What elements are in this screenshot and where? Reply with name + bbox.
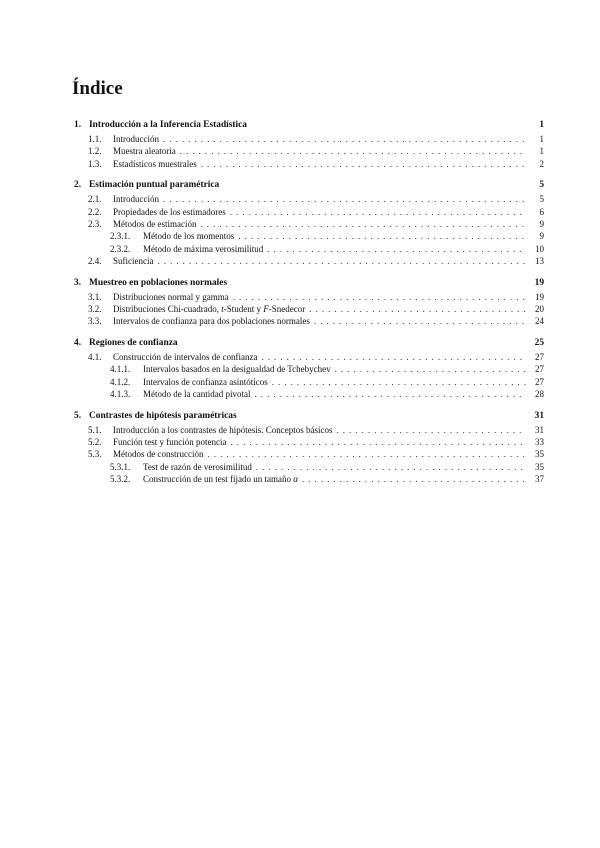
section-title: Muestra aleatoria bbox=[113, 146, 176, 157]
toc-chapter-entry[interactable] bbox=[74, 277, 544, 290]
dot-leader bbox=[335, 363, 526, 375]
section-page-number: 27 bbox=[535, 364, 544, 375]
section-page-number: 28 bbox=[535, 388, 544, 399]
chapter-number: 5. bbox=[74, 410, 82, 421]
dot-leader bbox=[230, 206, 526, 218]
section-number: 1.3. bbox=[88, 158, 102, 169]
section-title: Introducción a los contrastes de hipótesis. Conceptos básicos bbox=[113, 424, 333, 435]
section-title: Intervalos de confianza para dos poblaciones normales bbox=[113, 316, 310, 327]
section-page-number: 9 bbox=[539, 231, 544, 242]
toc-chapter bbox=[74, 119, 544, 170]
toc-subsection-entry[interactable] bbox=[74, 376, 544, 388]
section-page-number: 31 bbox=[535, 424, 544, 435]
section-number: 5.3.1. bbox=[110, 461, 131, 472]
section-page-number: 35 bbox=[535, 461, 544, 472]
toc-section-entry[interactable] bbox=[74, 448, 544, 460]
dot-leader bbox=[180, 145, 526, 157]
section-page-number: 5 bbox=[539, 194, 544, 205]
toc-section-entry[interactable] bbox=[74, 424, 544, 436]
toc-subsection-entry[interactable] bbox=[74, 230, 544, 242]
toc-subsection-entry[interactable] bbox=[74, 461, 544, 473]
section-title: Estadísticos muestrales bbox=[113, 158, 197, 169]
section-page-number: 33 bbox=[535, 437, 544, 448]
dot-leader bbox=[314, 315, 526, 327]
dot-leader bbox=[309, 303, 526, 315]
section-number: 2.3.2. bbox=[110, 243, 131, 254]
dot-leader bbox=[200, 218, 526, 230]
toc-subsection-entry[interactable] bbox=[74, 473, 544, 485]
toc-section-entry[interactable] bbox=[74, 351, 544, 363]
section-number: 3.3. bbox=[88, 316, 102, 327]
section-page-number: 24 bbox=[535, 316, 544, 327]
toc-section-entry[interactable] bbox=[74, 291, 544, 303]
section-page-number: 6 bbox=[539, 206, 544, 217]
section-title: Construcción de un test fijado un tamaño α bbox=[143, 473, 298, 484]
section-number: 1.1. bbox=[88, 134, 102, 144]
section-number: 1.2. bbox=[88, 146, 102, 157]
dot-leader bbox=[272, 376, 526, 388]
chapter-title: Regiones de confianza bbox=[89, 338, 178, 349]
dot-leader bbox=[256, 461, 526, 473]
section-page-number: 1 bbox=[539, 146, 544, 157]
section-title: Intervalos de confianza asintóticos bbox=[143, 376, 268, 387]
section-title: Método de los momentos bbox=[143, 231, 235, 242]
section-page-number: 27 bbox=[535, 376, 544, 387]
toc-section-entry[interactable] bbox=[74, 145, 544, 157]
dot-leader bbox=[238, 230, 526, 242]
section-title: Distribuciones normal y gamma bbox=[113, 291, 229, 302]
section-number: 4.1.1. bbox=[110, 364, 131, 375]
chapter-title: Estimación puntual paramétrica bbox=[89, 180, 220, 191]
dot-leader bbox=[233, 291, 526, 303]
section-page-number: 10 bbox=[535, 243, 544, 254]
table-of-contents bbox=[74, 119, 544, 495]
toc-subsection-entry[interactable] bbox=[74, 243, 544, 255]
chapter-number: 3. bbox=[74, 277, 82, 288]
chapter-page-number: 19 bbox=[534, 277, 544, 288]
toc-section-entry[interactable] bbox=[74, 193, 544, 205]
toc-section-entry[interactable] bbox=[74, 133, 544, 145]
toc-chapter bbox=[74, 277, 544, 328]
dot-leader bbox=[201, 158, 526, 170]
section-title: Suficiencia bbox=[113, 255, 154, 266]
chapter-number: 1. bbox=[74, 120, 82, 130]
toc-chapter-entry[interactable] bbox=[74, 337, 544, 350]
section-page-number: 20 bbox=[535, 303, 544, 314]
section-page-number: 27 bbox=[535, 352, 544, 363]
section-title: Test de razón de verosimilitud bbox=[143, 461, 252, 472]
section-number: 5.1. bbox=[88, 424, 102, 435]
dot-leader bbox=[302, 473, 526, 485]
section-title: Propiedades de los estimadores bbox=[113, 206, 226, 217]
toc-section-entry[interactable] bbox=[74, 218, 544, 230]
chapter-page-number: 1 bbox=[539, 120, 544, 130]
toc-chapter-entry[interactable] bbox=[74, 410, 544, 423]
chapter-page-number: 25 bbox=[534, 338, 544, 349]
section-title: Introducción bbox=[113, 134, 159, 144]
dot-leader bbox=[163, 133, 526, 145]
section-page-number: 1 bbox=[539, 134, 544, 144]
dot-leader bbox=[230, 436, 526, 448]
section-number: 5.3. bbox=[88, 449, 102, 460]
dot-leader bbox=[261, 351, 526, 363]
section-number: 5.2. bbox=[88, 437, 102, 448]
section-title: Función test y función potencia bbox=[113, 437, 227, 448]
chapter-page-number: 31 bbox=[534, 410, 544, 421]
toc-chapter bbox=[74, 337, 544, 400]
dot-leader bbox=[157, 255, 526, 267]
toc-section-entry[interactable] bbox=[74, 255, 544, 267]
section-number: 2.1. bbox=[88, 194, 102, 205]
section-number: 2.3.1. bbox=[110, 231, 131, 242]
section-number: 3.2. bbox=[88, 303, 102, 314]
dot-leader bbox=[336, 424, 526, 436]
toc-subsection-entry[interactable] bbox=[74, 388, 544, 400]
section-number: 4.1.2. bbox=[110, 376, 131, 387]
chapter-title: Muestreo en poblaciones normales bbox=[89, 277, 228, 288]
section-page-number: 9 bbox=[539, 218, 544, 229]
toc-section-entry[interactable] bbox=[74, 303, 544, 315]
toc-chapter-entry[interactable] bbox=[74, 119, 544, 132]
toc-section-entry[interactable] bbox=[74, 436, 544, 448]
toc-section-entry[interactable] bbox=[74, 315, 544, 327]
section-page-number: 2 bbox=[539, 158, 544, 169]
chapter-title: Contrastes de hipótesis paramétricas bbox=[89, 410, 237, 421]
section-page-number: 19 bbox=[535, 291, 544, 302]
dot-leader bbox=[207, 448, 526, 460]
section-number: 2.2. bbox=[88, 206, 102, 217]
section-page-number: 13 bbox=[535, 255, 544, 266]
toc-chapter bbox=[74, 410, 544, 485]
toc-subsection-entry[interactable] bbox=[74, 363, 544, 375]
section-title: Método de la cantidad pivotal bbox=[143, 388, 251, 399]
section-number: 3.1. bbox=[88, 291, 102, 302]
section-number: 5.3.2. bbox=[110, 473, 131, 484]
section-number: 4.1.3. bbox=[110, 388, 131, 399]
toc-section-entry[interactable] bbox=[74, 206, 544, 218]
toc-chapter-entry[interactable] bbox=[74, 179, 544, 192]
section-page-number: 37 bbox=[535, 473, 544, 484]
section-number: 4.1. bbox=[88, 352, 102, 363]
section-title: Métodos de estimación bbox=[113, 218, 197, 229]
section-title: Método de máxima verosimilitud bbox=[143, 243, 264, 254]
chapter-number: 2. bbox=[74, 180, 82, 191]
section-title: Distribuciones Chi-cuadrado, t-Student y F-Snedecor bbox=[113, 303, 306, 314]
section-title: Construcción de intervalos de confianza bbox=[113, 352, 258, 363]
toc-section-entry[interactable] bbox=[74, 158, 544, 170]
dot-leader bbox=[267, 243, 526, 255]
section-number: 2.4. bbox=[88, 255, 102, 266]
section-number: 2.3. bbox=[88, 218, 102, 229]
dot-leader bbox=[254, 388, 526, 400]
dot-leader bbox=[163, 193, 526, 205]
page-title: Índice bbox=[72, 78, 123, 99]
chapter-number: 4. bbox=[74, 338, 82, 349]
section-page-number: 35 bbox=[535, 449, 544, 460]
section-title: Métodos de construcción bbox=[113, 449, 204, 460]
toc-chapter bbox=[74, 179, 544, 267]
chapter-title: Introducción a la Inferencia Estadística bbox=[89, 120, 247, 130]
section-title: Intervalos basados en la desigualdad de Tchebychev bbox=[143, 364, 331, 375]
chapter-page-number: 5 bbox=[539, 180, 544, 191]
section-title: Introducción bbox=[113, 194, 159, 205]
